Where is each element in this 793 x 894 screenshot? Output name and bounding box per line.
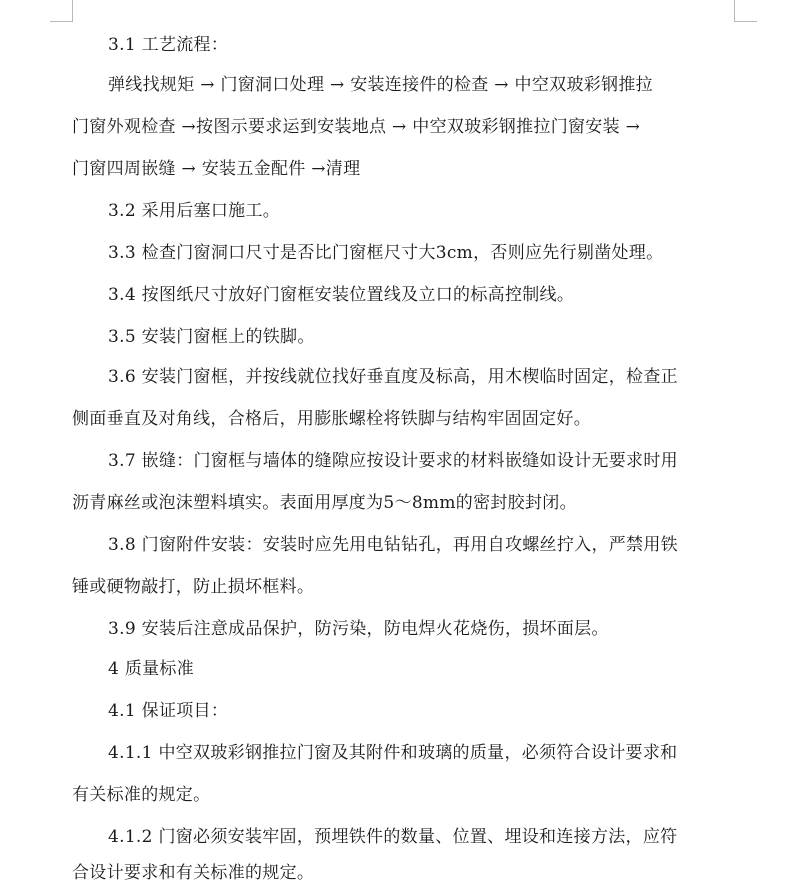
item-3-3: 3.3 检查门窗洞口尺寸是否比门窗框尺寸大3cm，否则应先行剔凿处理。: [108, 243, 664, 263]
item-3-5: 3.5 安装门窗框上的铁脚。: [108, 327, 315, 347]
item-3-7-line-1: 3.7 嵌缝：门窗框与墙体的缝隙应按设计要求的材料嵌缝如设计无要求时用: [108, 451, 678, 471]
item-4-1-2-line-2: 合设计要求和有关标准的规定。: [72, 863, 315, 883]
section-4-heading: 4 质量标准: [108, 659, 195, 679]
item-3-6-line-1: 3.6 安装门窗框，并按线就位找好垂直度及标高，用木楔临时固定，检查正: [108, 367, 678, 387]
crop-mark-top-right-horizontal: [734, 21, 757, 22]
process-flow-line-2: 门窗外观检查 →按图示要求运到安装地点 → 中空双玻彩钢推拉门窗安装 →: [72, 117, 641, 137]
item-3-6-line-2: 侧面垂直及对角线，合格后，用膨胀螺栓将铁脚与结构牢固固定好。: [72, 409, 591, 429]
item-3-8-line-2: 锤或硬物敲打，防止损坏框料。: [72, 577, 315, 597]
item-4-1-1-line-1: 4.1.1 中空双玻彩钢推拉门窗及其附件和玻璃的质量，必须符合设计要求和: [108, 743, 678, 763]
section-3-1-heading: 3.1 工艺流程：: [108, 35, 229, 55]
item-3-4: 3.4 按图纸尺寸放好门窗框安装位置线及立口的标高控制线。: [108, 285, 575, 305]
section-4-1-heading: 4.1 保证项目：: [108, 701, 229, 721]
item-3-2: 3.2 采用后塞口施工。: [108, 201, 281, 221]
item-3-9: 3.9 安装后注意成品保护，防污染，防电焊火花烧伤，损坏面层。: [108, 619, 609, 639]
item-4-1-1-line-2: 有关标准的规定。: [72, 785, 211, 805]
crop-mark-top-right-vertical: [734, 0, 735, 21]
crop-mark-top-left-horizontal: [50, 21, 73, 22]
item-4-1-2-line-1: 4.1.2 门窗必须安装牢固，预埋铁件的数量、位置、埋设和连接方法，应符: [108, 827, 678, 847]
process-flow-line-3: 门窗四周嵌缝 → 安装五金配件 →清理: [72, 159, 361, 179]
crop-mark-top-left-vertical: [72, 0, 73, 21]
item-3-7-line-2: 沥青麻丝或泡沫塑料填实。表面用厚度为5～8mm的密封胶封闭。: [72, 493, 577, 513]
item-3-8-line-1: 3.8 门窗附件安装：安装时应先用电钻钻孔，再用自攻螺丝拧入，严禁用铁: [108, 535, 678, 555]
process-flow-line-1: 弹线找规矩 → 门窗洞口处理 → 安装连接件的检查 → 中空双玻彩钢推拉: [108, 75, 653, 95]
